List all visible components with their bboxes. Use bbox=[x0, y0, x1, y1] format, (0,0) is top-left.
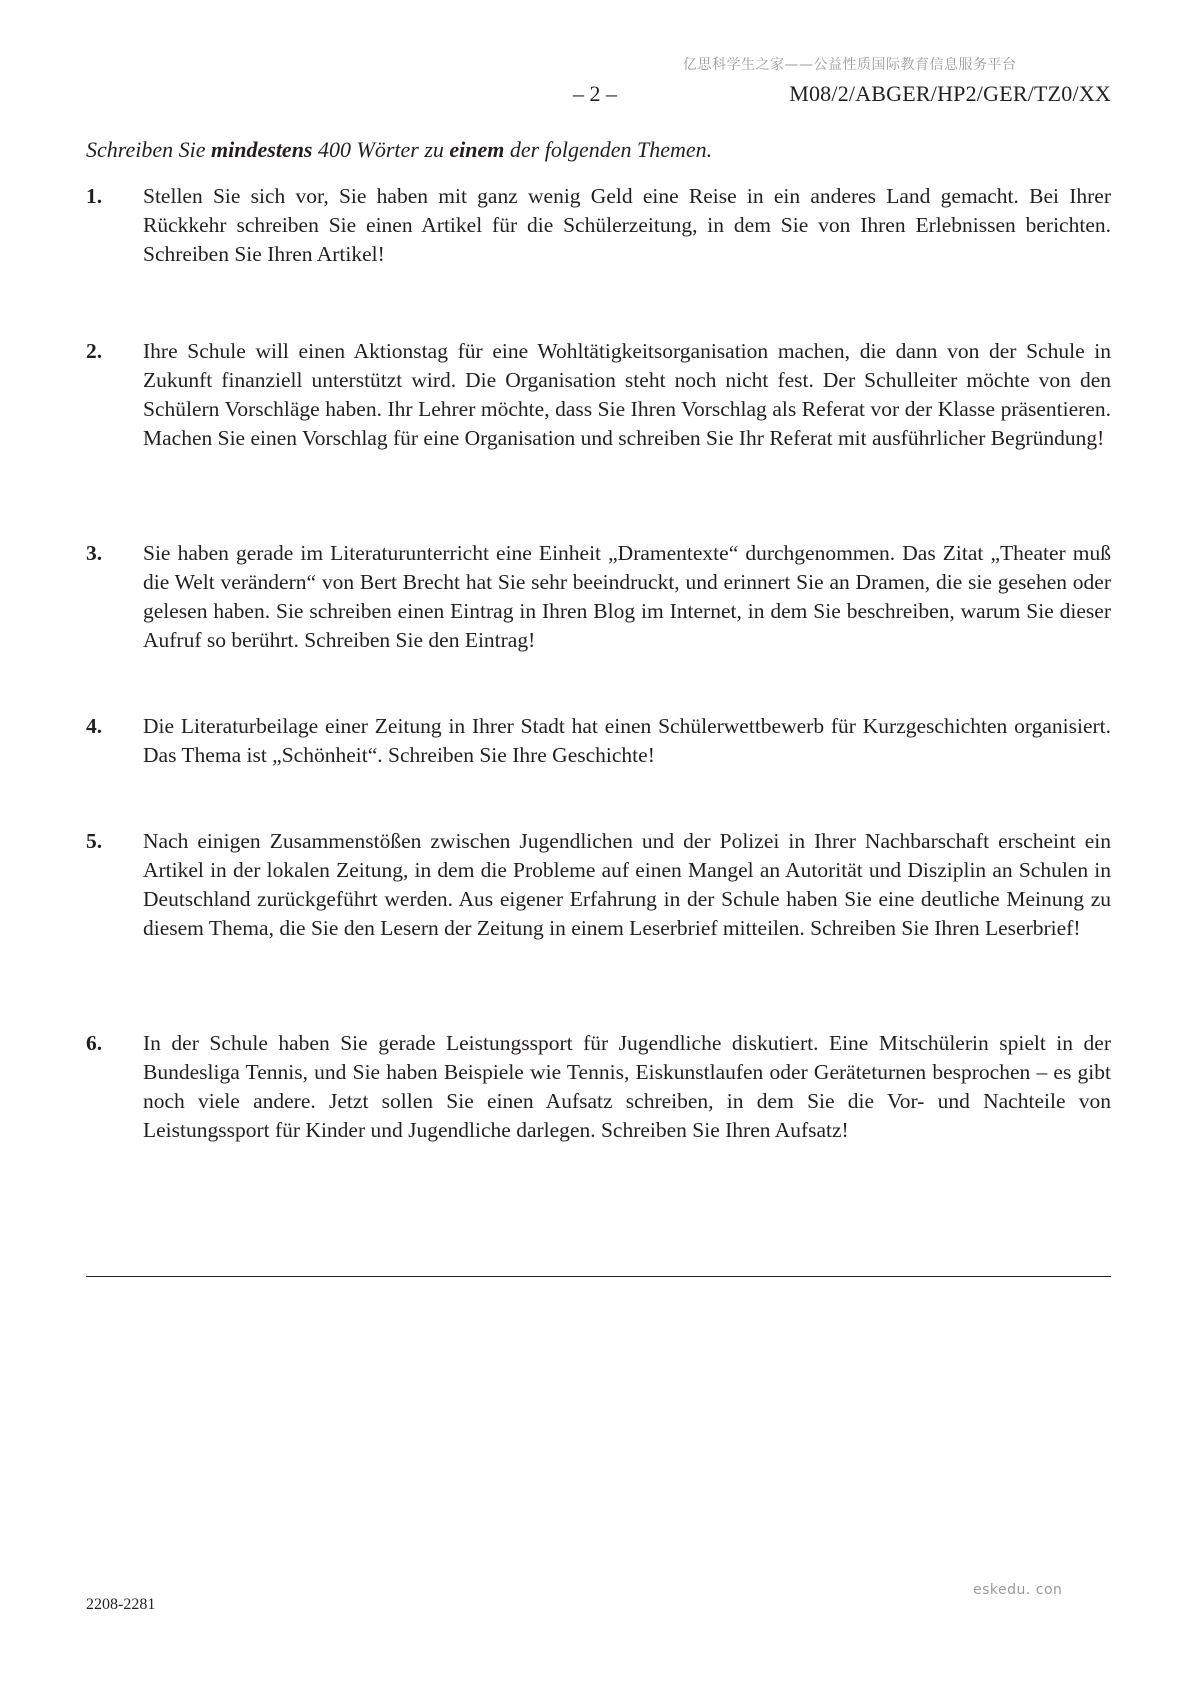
question-number: 3. bbox=[86, 541, 103, 565]
question-number: 4. bbox=[86, 714, 103, 738]
question-5 bbox=[86, 827, 1111, 943]
divider-line bbox=[86, 1276, 1111, 1277]
instruction-part3: der folgenden Themen. bbox=[504, 137, 713, 162]
question-number: 5. bbox=[86, 829, 103, 853]
watermark-top: 亿思科学生之家——公益性质国际教育信息服务平台 bbox=[683, 57, 1017, 73]
question-text: Sie haben gerade im Literaturunterricht eine Einheit „Dramentexte“ durchgenommen. Das Zitat „Theater muß die Welt verändern“ von Bert Brecht hat Sie sehr beeindruckt, und erinnert Sie an Dramen, die sie gesehen oder gelesen haben. Sie schreiben einen Eintrag in Ihren Blog im Internet, in dem Sie beschreiben, warum Sie dieser Aufruf so berührt. Schreiben Sie den Eintrag! bbox=[143, 541, 1111, 652]
instruction-part2: 400 Wörter zu bbox=[312, 137, 450, 162]
question-2 bbox=[86, 337, 1111, 453]
page-number: – 2 – bbox=[573, 81, 617, 106]
question-text: Die Literaturbeilage einer Zeitung in Ihrer Stadt hat einen Schülerwettbewerb für Kurzgeschichten organisiert. Das Thema ist „Schönheit“. Schreiben Sie Ihre Geschichte! bbox=[143, 714, 1111, 767]
question-number: 6. bbox=[86, 1031, 103, 1055]
question-1 bbox=[86, 182, 1111, 269]
question-number: 1. bbox=[86, 184, 103, 208]
footer-code: 2208-2281 bbox=[86, 1596, 156, 1613]
question-3 bbox=[86, 539, 1111, 655]
question-4 bbox=[86, 712, 1111, 770]
watermark-bottom: eskedu. con bbox=[973, 1582, 1063, 1598]
question-text: In der Schule haben Sie gerade Leistungssport für Jugendliche diskutiert. Eine Mitschülerin spielt in der Bundesliga Tennis, und Sie haben Beispiele wie Tennis, Eiskunstlaufen oder Geräteturnen besprochen – es gibt noch viele andere. Jetzt sollen Sie einen Aufsatz schreiben, in dem Sie die Vor- und Nachteile von Leistungssport für Kinder und Jugendliche darlegen. Schreiben Sie Ihren Aufsatz! bbox=[143, 1031, 1111, 1142]
instruction-part1: Schreiben Sie bbox=[86, 137, 212, 162]
question-number: 2. bbox=[86, 339, 103, 363]
instruction-bold-mindestens: mindestens bbox=[211, 137, 313, 162]
question-6 bbox=[86, 1029, 1111, 1145]
instruction-bold-einem: einem bbox=[449, 137, 505, 162]
question-text: Stellen Sie sich vor, Sie haben mit ganz wenig Geld eine Reise in ein anderes Land gemacht. Bei Ihrer Rückkehr schreiben Sie einen Artikel für die Schülerzeitung, in dem Sie von Ihren Erlebnissen berichten. Schreiben Sie Ihren Artikel! bbox=[143, 184, 1111, 266]
question-text: Ihre Schule will einen Aktionstag für eine Wohltätigkeitsorganisation machen, die dann von der Schule in Zukunft finanziell unterstützt wird. Die Organisation steht noch nicht fest. Der Schulleiter möchte von den Schülern Vorschläge haben. Ihr Lehrer möchte, dass Sie Ihren Vorschlag als Referat vor der Klasse präsentieren. Machen Sie einen Vorschlag für eine Organisation und schreiben Sie Ihr Referat mit ausführlicher Begründung! bbox=[143, 339, 1111, 450]
exam-code: M08/2/ABGER/HP2/GER/TZ0/XX bbox=[789, 81, 1111, 106]
question-text: Nach einigen Zusammenstößen zwischen Jugendlichen und der Polizei in Ihrer Nachbarschaft erscheint ein Artikel in der lokalen Zeitung, in dem die Probleme auf einen Mangel an Autorität und Disziplin an Schulen in Deutschland zurückgeführt werden. Aus eigener Erfahrung in der Schule haben Sie eine deutliche Meinung zu diesem Thema, die Sie den Lesern der Zeitung in einem Leserbrief mitteilen. Schreiben Sie Ihren Leserbrief! bbox=[143, 829, 1111, 940]
instruction bbox=[86, 137, 712, 163]
